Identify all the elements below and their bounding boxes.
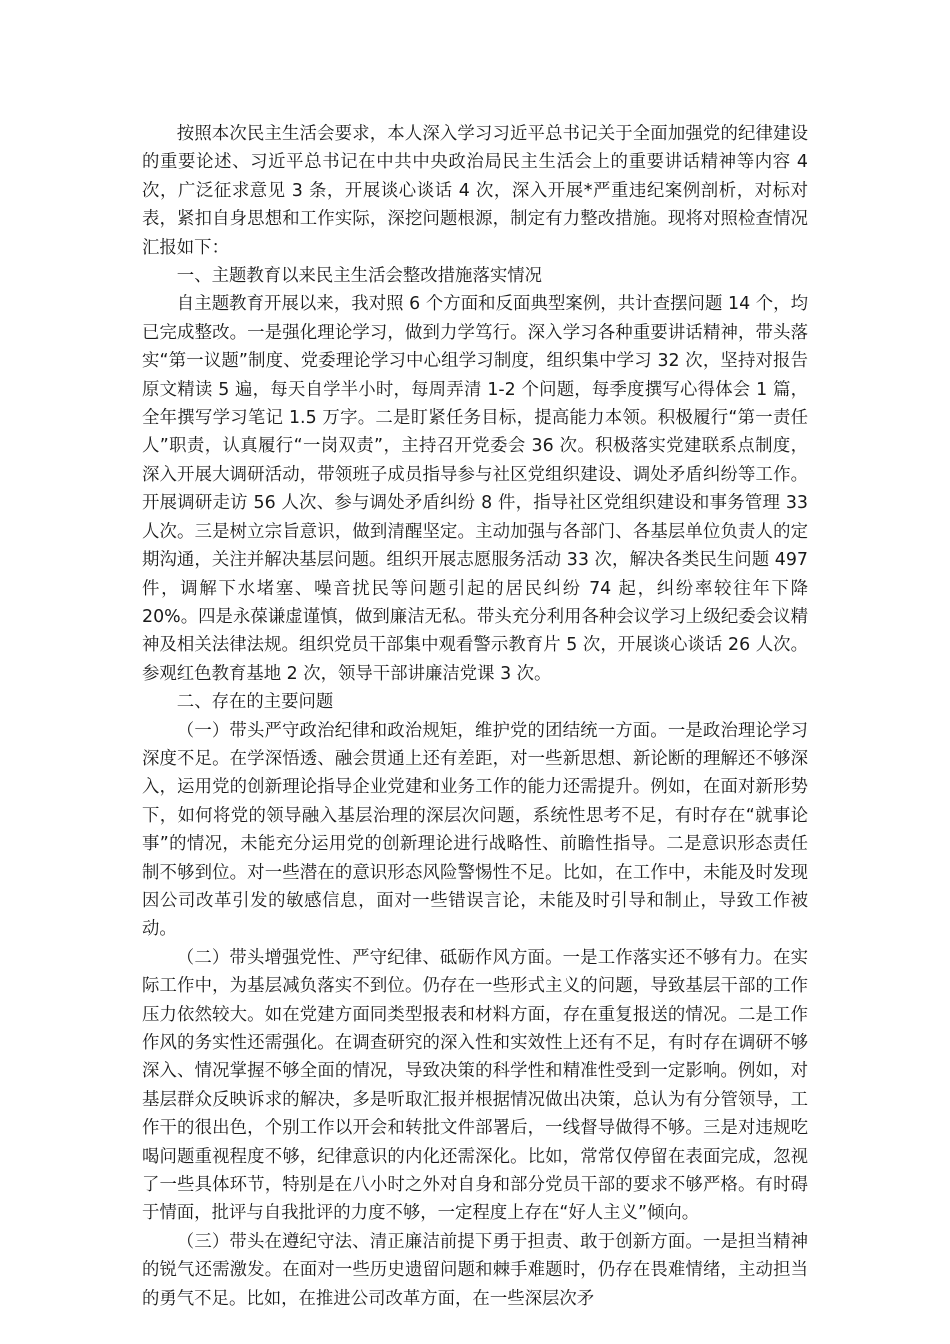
subsection-3-body: （三）带头在遵纪守法、清正廉洁前提下勇于担责、敢于创新方面。一是担当精神的锐气还需激发。在面对一些历史遗留问题和棘手难题时，仍存在畏难情绪，主动担当的勇气不足。比如，在推进公司改革方面，在一些深层次矛 bbox=[142, 1231, 808, 1309]
intro-paragraph: 按照本次民主生活会要求，本人深入学习习近平总书记关于全面加强党的纪律建设的重要论述、习近平总书记在中共中央政治局民主生活会上的重要讲话精神等内容 4 次，广泛征求意见 3 条，开展谈心谈话 4 次，深入开展*严重违纪案例剖析，对标对表，紧扣自身思想和工作实际，深挖问题根源，制定有力整改措施。现将对照检查情况汇报如下： bbox=[142, 124, 808, 258]
document-body bbox=[142, 120, 808, 1313]
section-1-body: 自主题教育开展以来，我对照 6 个方面和反面典型案例，共计查摆问题 14 个，均已完成整改。一是强化理论学习，做到力学笃行。深入学习各种重要讲话精神，带头落实“第一议题”制度、党委理论学习中心组学习制度，组织集中学习 32 次，坚持对报告原文精读 5 遍，每天自学半小时，每周弄清 1-2 个问题，每季度撰写心得体会 1 篇，全年撰写学习笔记 1.5 万字。二是盯紧任务目标，提高能力本领。积极履行“第一责任人”职责，认真履行“一岗双责”，主持召开党委会 36 次。积极落实党建联系点制度，深入开展大调研活动，带领班子成员指导参与社区党组织建设、调处矛盾纠纷等工作。开展调研走访 56 人次、参与调处矛盾纠纷 8 件，指导社区党组织建设和事务管理 33 人次。三是树立宗旨意识，做到清醒坚定。主动加强与各部门、各基层单位负责人的定期沟通，关注并解决基层问题。组织开展志愿服务活动 33 次，解决各类民生问题 497 件，调解下水堵塞、噪音扰民等问题引起的居民纠纷 74 起，纠纷率较往年下降 20%。四是永葆谦虚谨慎，做到廉洁无私。带头充分利用各种会议学习上级纪委会议精神及相关法律法规。组织党员干部集中观看警示教育片 5 次，开展谈心谈话 26 人次。参观红色教育基地 2 次，领导干部讲廉洁党课 3 次。 bbox=[142, 294, 808, 684]
section-heading-1: 一、主题教育以来民主生活会整改措施落实情况 bbox=[176, 266, 543, 287]
subsection-1-body: （一）带头严守政治纪律和政治规矩，维护党的团结统一方面。一是政治理论学习深度不足。在学深悟透、融会贯通上还有差距，对一些新思想、新论断的理解还不够深入，运用党的创新理论指导企业党建和业务工作的能力还需提升。例如，在面对新形势下，如何将党的领导融入基层治理的深层次问题，系统性思考不足，有时存在“就事论事”的情况，未能充分运用党的创新理论进行战略性、前瞻性指导。二是意识形态责任制不够到位。对一些潜在的意识形态风险警惕性不足。比如，在工作中，未能及时发现因公司改革引发的敏感信息，面对一些错误言论，未能及时引导和制止，导致工作被动。 bbox=[142, 720, 808, 940]
subsection-2-body: （二）带头增强党性、严守纪律、砥砺作风方面。一是工作落实还不够有力。在实际工作中，为基层减负落实不到位。仍存在一些形式主义的问题，导致基层干部的工作压力依然较大。如在党建方面同类型报表和材料方面，存在重复报送的情况。二是工作作风的务实性还需强化。在调查研究的深入性和实效性上还有不足，有时存在调研不够深入、情况掌握不够全面的情况，导致决策的科学性和精准性受到一定影响。例如，对基层群众反映诉求的解决，多是听取汇报并根据情况做出决策，总认为有分管领导，工作干的很出色，个别工作以开会和转批文件部署后，一线督导做得不够。三是对违规吃喝问题重视程度不够，纪律意识的内化还需深化。比如，常常仅停留在表面完成，忽视了一些具体环节，特别是在八小时之外对自身和部分党员干部的要求不够严格。有时碍于情面，批评与自我批评的力度不够，一定程度上存在“好人主义”倾向。 bbox=[142, 947, 808, 1224]
section-heading-2: 二、存在的主要问题 bbox=[176, 692, 334, 713]
